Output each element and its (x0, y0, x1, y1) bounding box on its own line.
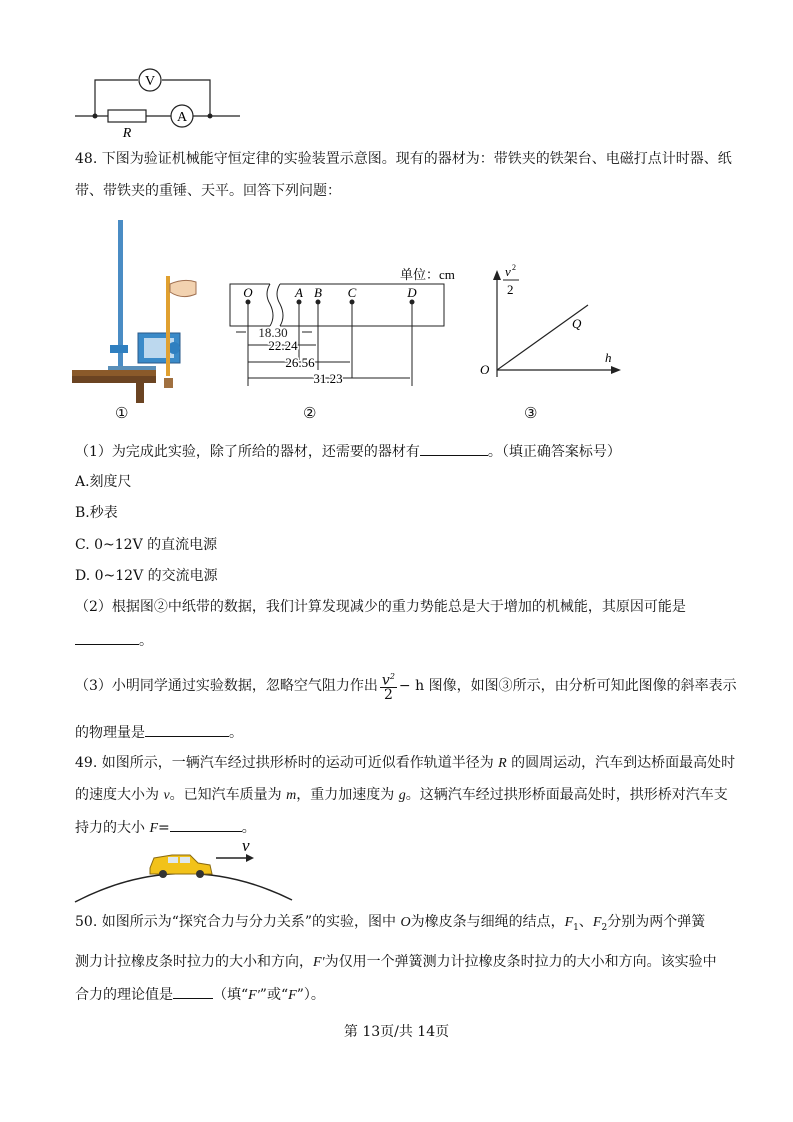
option-c: C. 0~12V 的直流电源 (75, 537, 218, 553)
tape-point-a: A (295, 285, 303, 300)
var-f: F (149, 821, 159, 836)
q48-sub1 (75, 441, 621, 461)
circuit-diagram (70, 60, 250, 140)
var-f2: F (592, 915, 602, 930)
graph-y-num: v (505, 264, 511, 279)
q48-sub3-line2-text: 的物理量是 (75, 725, 145, 741)
fig-label-3: ③ (524, 404, 538, 422)
graph-origin: O (480, 362, 490, 377)
graph-y-sup: 2 (512, 263, 516, 272)
frac-num: v (381, 672, 390, 689)
var-v: v (163, 788, 170, 803)
q48-sub2-answer (75, 630, 153, 650)
var-f-prime: F′ (313, 955, 325, 970)
paper-tape-figure (228, 262, 458, 392)
text: 49. 如图所示，一辆汽车经过拱形桥时的运动可近似看作轨道半径为 (75, 755, 499, 771)
var-r: R (498, 756, 507, 771)
voltmeter-label: V (144, 74, 156, 89)
v2-over-2 (380, 670, 397, 703)
answer-blank[interactable] (170, 817, 242, 832)
q48-sub3-line2 (75, 722, 243, 742)
fig-label-2: ② (303, 404, 317, 422)
text: ”或“ (259, 987, 289, 1003)
var-f: F (288, 988, 297, 1003)
frac-sup: 2 (389, 671, 395, 681)
tape-point-o: O (243, 285, 253, 300)
q50-line2 (75, 953, 717, 972)
var-f-prime: F′ (248, 988, 260, 1003)
graph-x-label: h (605, 350, 612, 365)
q48-sub3 (75, 668, 737, 704)
q49-line2 (75, 786, 728, 805)
answer-blank[interactable] (420, 441, 488, 456)
text: ”）。 (296, 987, 325, 1003)
tape-point-b: B (314, 285, 322, 300)
text: = (158, 820, 170, 836)
text: 分别为两个弹簧 (607, 914, 706, 930)
sub: 2 (601, 922, 608, 933)
tape-unit: 单位：cm (400, 267, 455, 282)
answer-blank[interactable] (75, 630, 139, 645)
frac-den: 2 (383, 687, 393, 704)
text: 50. 如图所示为“探究合力与分力关系”的实验，图中 (75, 914, 401, 930)
text: 、 (578, 914, 593, 930)
text: 。已知汽车质量为 (169, 787, 287, 803)
q49-line3 (75, 817, 256, 838)
distance-oc: 26.56 (285, 355, 315, 370)
option-a: A.刻度尺 (75, 474, 132, 490)
var-g: g (398, 788, 406, 803)
q48-sub3-text: （3）小明同学通过实验数据，忽略空气阻力作出 (75, 678, 378, 694)
q48-sub1-end: 。（填正确答案标号） (487, 444, 621, 460)
q48-sub2-end: 。 (139, 633, 153, 649)
distance-ob: 22.24 (268, 338, 298, 353)
velocity-label: v (242, 836, 250, 855)
apparatus-figure (70, 218, 210, 398)
text: ，重力加速度为 (296, 787, 399, 803)
answer-blank[interactable] (173, 984, 213, 999)
option-d: D. 0~12V 的交流电源 (75, 568, 218, 584)
var-m: m (286, 788, 297, 803)
tape-point-c: C (347, 285, 357, 300)
text: 为仅用一个弹簧测力计拉橡皮条时拉力的大小和方向。该实验中 (324, 954, 717, 970)
car-on-bridge-figure (70, 836, 310, 906)
q48-line2: 带、带铁夹的重锤、天平。回答下列问题： (75, 183, 341, 199)
graph-line-label: Q (572, 316, 582, 331)
text: 测力计拉橡皮条时拉力的大小和方向， (75, 954, 313, 970)
q49-line1 (75, 754, 735, 773)
answer-blank[interactable] (145, 722, 229, 737)
q50-line3 (75, 984, 325, 1005)
resistor-label: R (122, 126, 132, 141)
q48-sub2: （2）根据图②中纸带的数据，我们计算发现减少的重力势能总是大于增加的机械能，其原因可能是 (75, 599, 686, 615)
text: 的速度大小为 (75, 787, 164, 803)
option-b: B.秒表 (75, 505, 118, 521)
page-footer: 第 13页/共 14页 (343, 1024, 450, 1040)
distance-od: 31.23 (313, 371, 343, 386)
distance-oa: 18.30 (258, 325, 288, 340)
text: 。这辆汽车经过拱形桥面最高处时，拱形桥对汽车支 (405, 787, 728, 803)
sub: 1 (573, 922, 579, 933)
var-f1: F (564, 915, 574, 930)
text: 。 (241, 820, 256, 836)
q48-sub3-end: 。 (229, 725, 243, 741)
text: （填“ (213, 987, 249, 1003)
q48-line1: 48. 下图为验证机械能守恒定律的实验装置示意图。现有的器材为：带铁夹的铁架台、电磁打点计时器、纸 (75, 151, 732, 167)
text: 合力的理论值是 (75, 987, 173, 1003)
text: 持力的大小 (75, 820, 150, 836)
ammeter-label: A (176, 110, 188, 125)
fig-label-1: ① (115, 404, 129, 422)
v2-h-graph (475, 262, 625, 382)
text: 的圆周运动，汽车到达桥面最高处时 (506, 755, 736, 771)
tape-point-d: D (407, 285, 417, 300)
graph-y-den: 2 (507, 282, 514, 297)
var-o: O (400, 915, 411, 930)
q50-line1 (75, 913, 705, 937)
text: 为橡皮条与细绳的结点， (410, 914, 565, 930)
q48-sub1-text: （1）为完成此实验，除了所给的器材，还需要的器材有 (75, 444, 420, 460)
q48-sub3-text-b: − h 图像，如图③所示，由分析可知此图像的斜率表示 (398, 678, 737, 694)
